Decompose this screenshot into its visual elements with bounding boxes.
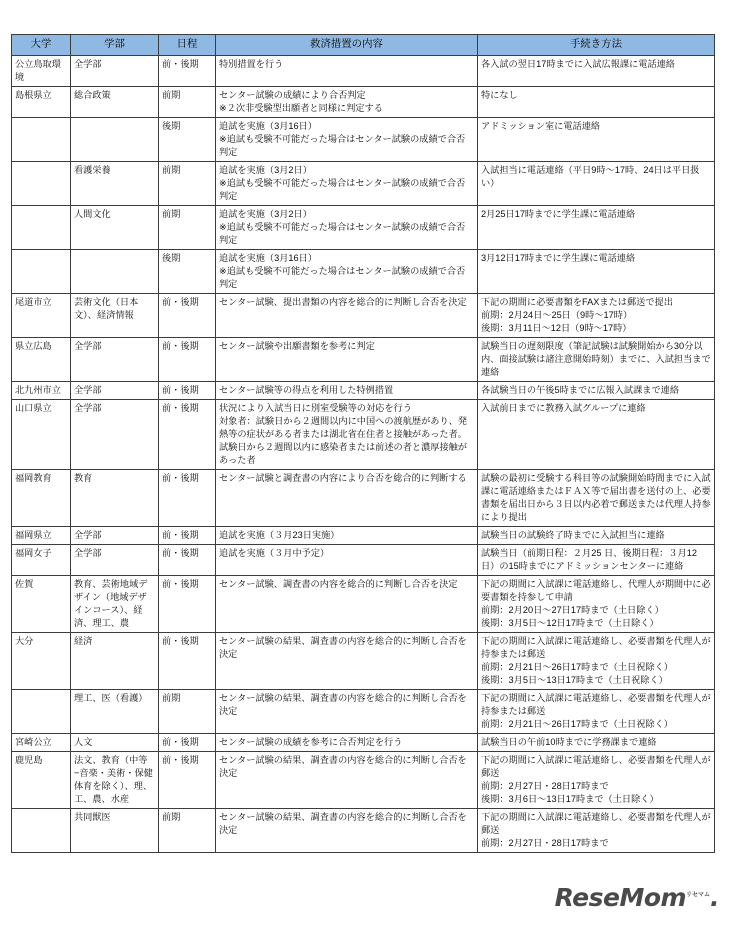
cell-university: 大分: [12, 633, 71, 690]
cell-faculty: 芸術文化（日本文）、経済情報: [71, 294, 159, 338]
cell-line: 前期：2月20日～27日17時まで（土日除く）: [481, 605, 664, 615]
cell-procedure: [478, 690, 715, 734]
cell-line: センター試験の結果、調査書の内容を総合的に判断し合否を決定: [219, 693, 467, 716]
cell-line: 試験当日（前期日程：２月25 日、後期日程：３月12 日）の15時までにアドミッションセンターに連絡: [481, 548, 697, 571]
cell-schedule: 後期: [159, 250, 216, 294]
table-row: [12, 400, 715, 470]
cell-line: 前期：2月21日～26日17時まで（土日祝除く）: [481, 719, 673, 729]
cell-line: センター試験の結果、調査書の内容を総合的に判断し合否を決定: [219, 636, 467, 659]
cell-measure: [216, 56, 478, 87]
table-row: [12, 809, 715, 853]
cell-line: 3月12日17時までに学生課に電話連絡: [481, 253, 636, 263]
table-row: [12, 162, 715, 206]
cell-faculty: 教育: [71, 470, 159, 527]
cell-procedure: [478, 250, 715, 294]
cell-line: センター試験の成績を参考に合否判定を行う: [219, 737, 403, 747]
cell-schedule: 前・後期: [159, 734, 216, 752]
cell-schedule: 前・後期: [159, 400, 216, 470]
table-row: [12, 633, 715, 690]
cell-schedule: 前・後期: [159, 633, 216, 690]
cell-line: 追試を実施（3月2日）: [219, 165, 312, 175]
cell-schedule: 前・後期: [159, 56, 216, 87]
cell-line: センター試験の結果、調査書の内容を総合的に判断し合否を決定: [219, 812, 467, 835]
table-row: [12, 734, 715, 752]
cell-schedule: 前期: [159, 809, 216, 853]
cell-line: 追試を実施（3月2日）: [219, 209, 312, 219]
cell-line: 後期：3月11日～12日（9時～17時）: [481, 323, 632, 333]
watermark-ruby: リセマム: [686, 891, 710, 899]
cell-procedure: [478, 87, 715, 118]
cell-measure: [216, 576, 478, 633]
cell-line: ※追試も受験不可能だった場合はセンター試験の成績で合否判定: [219, 134, 466, 157]
cell-faculty: 総合政策: [71, 87, 159, 118]
cell-schedule: 前期: [159, 162, 216, 206]
column-header-faculty: 学部: [71, 35, 159, 56]
cell-measure: [216, 400, 478, 470]
cell-line: 試験当日の遅刻限度（筆記試験は試験開始から30分以内、面接試験は諸注意開始時刻）までに、入試担当まで連絡: [481, 341, 711, 377]
cell-schedule: 前期: [159, 690, 216, 734]
cell-line: 下記の期間に入試課に電話連絡し、必要書類を代理人が持参または郵送: [481, 636, 711, 659]
cell-measure: [216, 633, 478, 690]
cell-procedure: [478, 633, 715, 690]
cell-faculty: 全学部: [71, 56, 159, 87]
cell-procedure: [478, 162, 715, 206]
cell-measure: [216, 338, 478, 382]
cell-line: 追試を実施（3月16日）: [219, 121, 318, 131]
cell-line: 下記の期間に入試課に電話連絡し、必要書類を代理人が郵送: [481, 812, 711, 835]
cell-faculty: [71, 250, 159, 294]
cell-university: 福岡県立: [12, 527, 71, 545]
cell-procedure: [478, 576, 715, 633]
cell-procedure: [478, 294, 715, 338]
cell-line: アドミッション室に電話連絡: [481, 121, 601, 131]
table-row: [12, 250, 715, 294]
cell-measure: [216, 545, 478, 576]
cell-faculty: 全学部: [71, 545, 159, 576]
cell-schedule: 前・後期: [159, 576, 216, 633]
cell-line: 下記の期間に入試課に電話連絡し、必要書類を代理人が郵送: [481, 755, 711, 778]
cell-schedule: 前・後期: [159, 338, 216, 382]
watermark-text: ReseMom: [554, 883, 687, 912]
cell-procedure: [478, 56, 715, 87]
cell-line: 試験当日の試験終了時までに入試担当に連絡: [481, 530, 665, 540]
table-row: [12, 752, 715, 809]
cell-line: 前期：2月27日・28日17時まで: [481, 781, 609, 791]
cell-faculty: 人間文化: [71, 206, 159, 250]
cell-schedule: 前・後期: [159, 545, 216, 576]
cell-schedule: 前・後期: [159, 752, 216, 809]
cell-university: [12, 809, 71, 853]
cell-line: センター試験の成績により合否判定: [219, 90, 366, 100]
cell-faculty: 全学部: [71, 400, 159, 470]
cell-university: 福岡女子: [12, 545, 71, 576]
cell-line: 下記の期間に必要書類をFAXまたは郵送で提出: [481, 297, 673, 307]
cell-faculty: 人文: [71, 734, 159, 752]
column-header-measure: 救済措置の内容: [216, 35, 478, 56]
cell-measure: [216, 382, 478, 400]
cell-measure: [216, 809, 478, 853]
cell-faculty: 共同獣医: [71, 809, 159, 853]
cell-line: 入試担当に電話連絡（平日9時～17時、24日は平日扱い）: [481, 165, 700, 188]
cell-line: 状況により入試当日に別室受験等の対応を行う: [219, 403, 412, 413]
cell-line: 前期：2月24日～25日（9時～17時）: [481, 310, 633, 320]
cell-line: 前期：2月21日～26日17時まで（土日祝除く）: [481, 662, 673, 672]
table-row: [12, 118, 715, 162]
cell-faculty: 理工、医（看護）: [71, 690, 159, 734]
cell-schedule: 前・後期: [159, 527, 216, 545]
table-body: [12, 56, 715, 853]
cell-procedure: [478, 118, 715, 162]
cell-faculty: 全学部: [71, 338, 159, 382]
cell-measure: [216, 87, 478, 118]
column-header-procedure: 手続き方法: [478, 35, 715, 56]
table-header: [12, 35, 715, 56]
resemom-watermark: [555, 885, 719, 910]
cell-schedule: 後期: [159, 118, 216, 162]
table-row: [12, 87, 715, 118]
table-row: [12, 576, 715, 633]
cell-university: 宮崎公立: [12, 734, 71, 752]
cell-line: 追試を実施（３月23日実施）: [219, 530, 340, 540]
cell-line: 特になし: [481, 90, 518, 100]
cell-university: 山口県立: [12, 400, 71, 470]
cell-faculty: 全学部: [71, 382, 159, 400]
cell-line: センター試験と調査書の内容により合否を総合的に判断する: [219, 473, 467, 483]
cell-measure: [216, 690, 478, 734]
table-row: [12, 382, 715, 400]
table-row: [12, 338, 715, 382]
cell-faculty: 経済: [71, 633, 159, 690]
cell-faculty: 法文、教育（中等−音楽・美術・保健体育を除く）、理、工、農、水産: [71, 752, 159, 809]
cell-measure: [216, 294, 478, 338]
cell-university: 公立鳥取環境: [12, 56, 71, 87]
cell-line: センター試験や出願書類を参考に判定: [219, 341, 375, 351]
cell-procedure: [478, 809, 715, 853]
rescue-measures-table: [11, 34, 715, 853]
header-row: [12, 35, 715, 56]
cell-university: [12, 206, 71, 250]
cell-measure: [216, 734, 478, 752]
table-row: [12, 470, 715, 527]
table-row: [12, 294, 715, 338]
cell-university: [12, 118, 71, 162]
cell-line: ※２次非受験型出願者と同様に判定する: [219, 103, 383, 113]
cell-schedule: 前・後期: [159, 470, 216, 527]
cell-measure: [216, 250, 478, 294]
watermark-dot: .: [710, 883, 719, 912]
cell-line: 下記の期間に入試課に電話連絡し、必要書類を代理人が持参または郵送: [481, 693, 711, 716]
cell-measure: [216, 118, 478, 162]
cell-line: 試験の最初に受験する科目等の試験開始時間までに入試課に電話連絡またはＦＡＸ等で届出書を送付の上、必要書類を届出日から３日以内必着で郵送または代理人持参により提出: [481, 473, 711, 522]
cell-line: 下記の期間に入試課に電話連絡し、代理人が期間中に必要書類を持参して申請: [481, 579, 711, 602]
cell-faculty: 看護栄養: [71, 162, 159, 206]
cell-line: 後期：3月5日～13日17時まで（土日祝除く）: [481, 675, 668, 685]
cell-procedure: [478, 470, 715, 527]
cell-schedule: 前・後期: [159, 382, 216, 400]
table-row: [12, 545, 715, 576]
cell-measure: [216, 527, 478, 545]
cell-faculty: [71, 118, 159, 162]
cell-procedure: [478, 527, 715, 545]
cell-university: 鹿児島: [12, 752, 71, 809]
cell-schedule: 前期: [159, 206, 216, 250]
cell-line: ※追試も受験不可能だった場合はセンター試験の成績で合否判定: [219, 178, 466, 201]
cell-line: センター試験、提出書類の内容を総合的に判断し合否を決定: [219, 297, 467, 307]
cell-university: 島根県立: [12, 87, 71, 118]
cell-university: 佐賀: [12, 576, 71, 633]
cell-university: [12, 162, 71, 206]
cell-line: ※追試も受験不可能だった場合はセンター試験の成績で合否判定: [219, 266, 466, 289]
cell-line: 各入試の翌日17時までに入試広報課に電話連絡: [481, 59, 675, 69]
cell-faculty: 全学部: [71, 527, 159, 545]
cell-line: 後期：3月5日～12日17時まで（土日除く）: [481, 618, 659, 628]
cell-line: 追試を実施（３月中予定）: [219, 548, 330, 558]
cell-measure: [216, 470, 478, 527]
cell-measure: [216, 162, 478, 206]
cell-line: 対象者：試験日から２週間以内に中国への渡航歴があり、発熱等の症状がある者または湖北省在住者と接触があった者。試験日から２週間以内に感染者または前述の者と濃厚接触があった者: [219, 416, 468, 465]
cell-line: 後期：3月6日～13日17時まで（土日除く）: [481, 794, 659, 804]
cell-measure: [216, 206, 478, 250]
cell-line: 入試前日までに教務入試グループに連絡: [481, 403, 646, 413]
cell-procedure: [478, 338, 715, 382]
cell-schedule: 前期: [159, 87, 216, 118]
cell-university: 福岡教育: [12, 470, 71, 527]
cell-line: センター試験、調査書の内容を総合的に判断し合否を決定: [219, 579, 458, 589]
cell-university: [12, 690, 71, 734]
cell-schedule: 前・後期: [159, 294, 216, 338]
cell-procedure: [478, 382, 715, 400]
cell-university: 尾道市立: [12, 294, 71, 338]
cell-university: [12, 250, 71, 294]
cell-line: センター試験等の得点を利用した特例措置: [219, 385, 394, 395]
cell-procedure: [478, 545, 715, 576]
cell-line: センター試験の結果、調査書の内容を総合的に判断し合否を決定: [219, 755, 467, 778]
cell-line: 2月25日17時までに学生課に電話連絡: [481, 209, 636, 219]
table-row: [12, 690, 715, 734]
cell-measure: [216, 752, 478, 809]
cell-procedure: [478, 752, 715, 809]
cell-line: 各試験当日の午後5時までに広報入試課まで連絡: [481, 385, 680, 395]
cell-line: 特別措置を行う: [219, 59, 284, 69]
cell-university: 県立広島: [12, 338, 71, 382]
table-row: [12, 527, 715, 545]
cell-procedure: [478, 400, 715, 470]
cell-line: 追試を実施（3月16日）: [219, 253, 318, 263]
cell-procedure: [478, 206, 715, 250]
cell-line: 試験当日の午前10時までに学務課まで連絡: [481, 737, 657, 747]
column-header-university: 大学: [12, 35, 71, 56]
table-row: [12, 56, 715, 87]
table-row: [12, 206, 715, 250]
cell-line: ※追試も受験不可能だった場合はセンター試験の成績で合否判定: [219, 222, 466, 245]
cell-faculty: 教育、芸術地域デザイン（地域デザインコース）、経済、理工、農: [71, 576, 159, 633]
cell-university: 北九州市立: [12, 382, 71, 400]
cell-line: 前期：2月27日・28日17時まで: [481, 838, 609, 848]
column-header-schedule: 日程: [159, 35, 216, 56]
cell-procedure: [478, 734, 715, 752]
